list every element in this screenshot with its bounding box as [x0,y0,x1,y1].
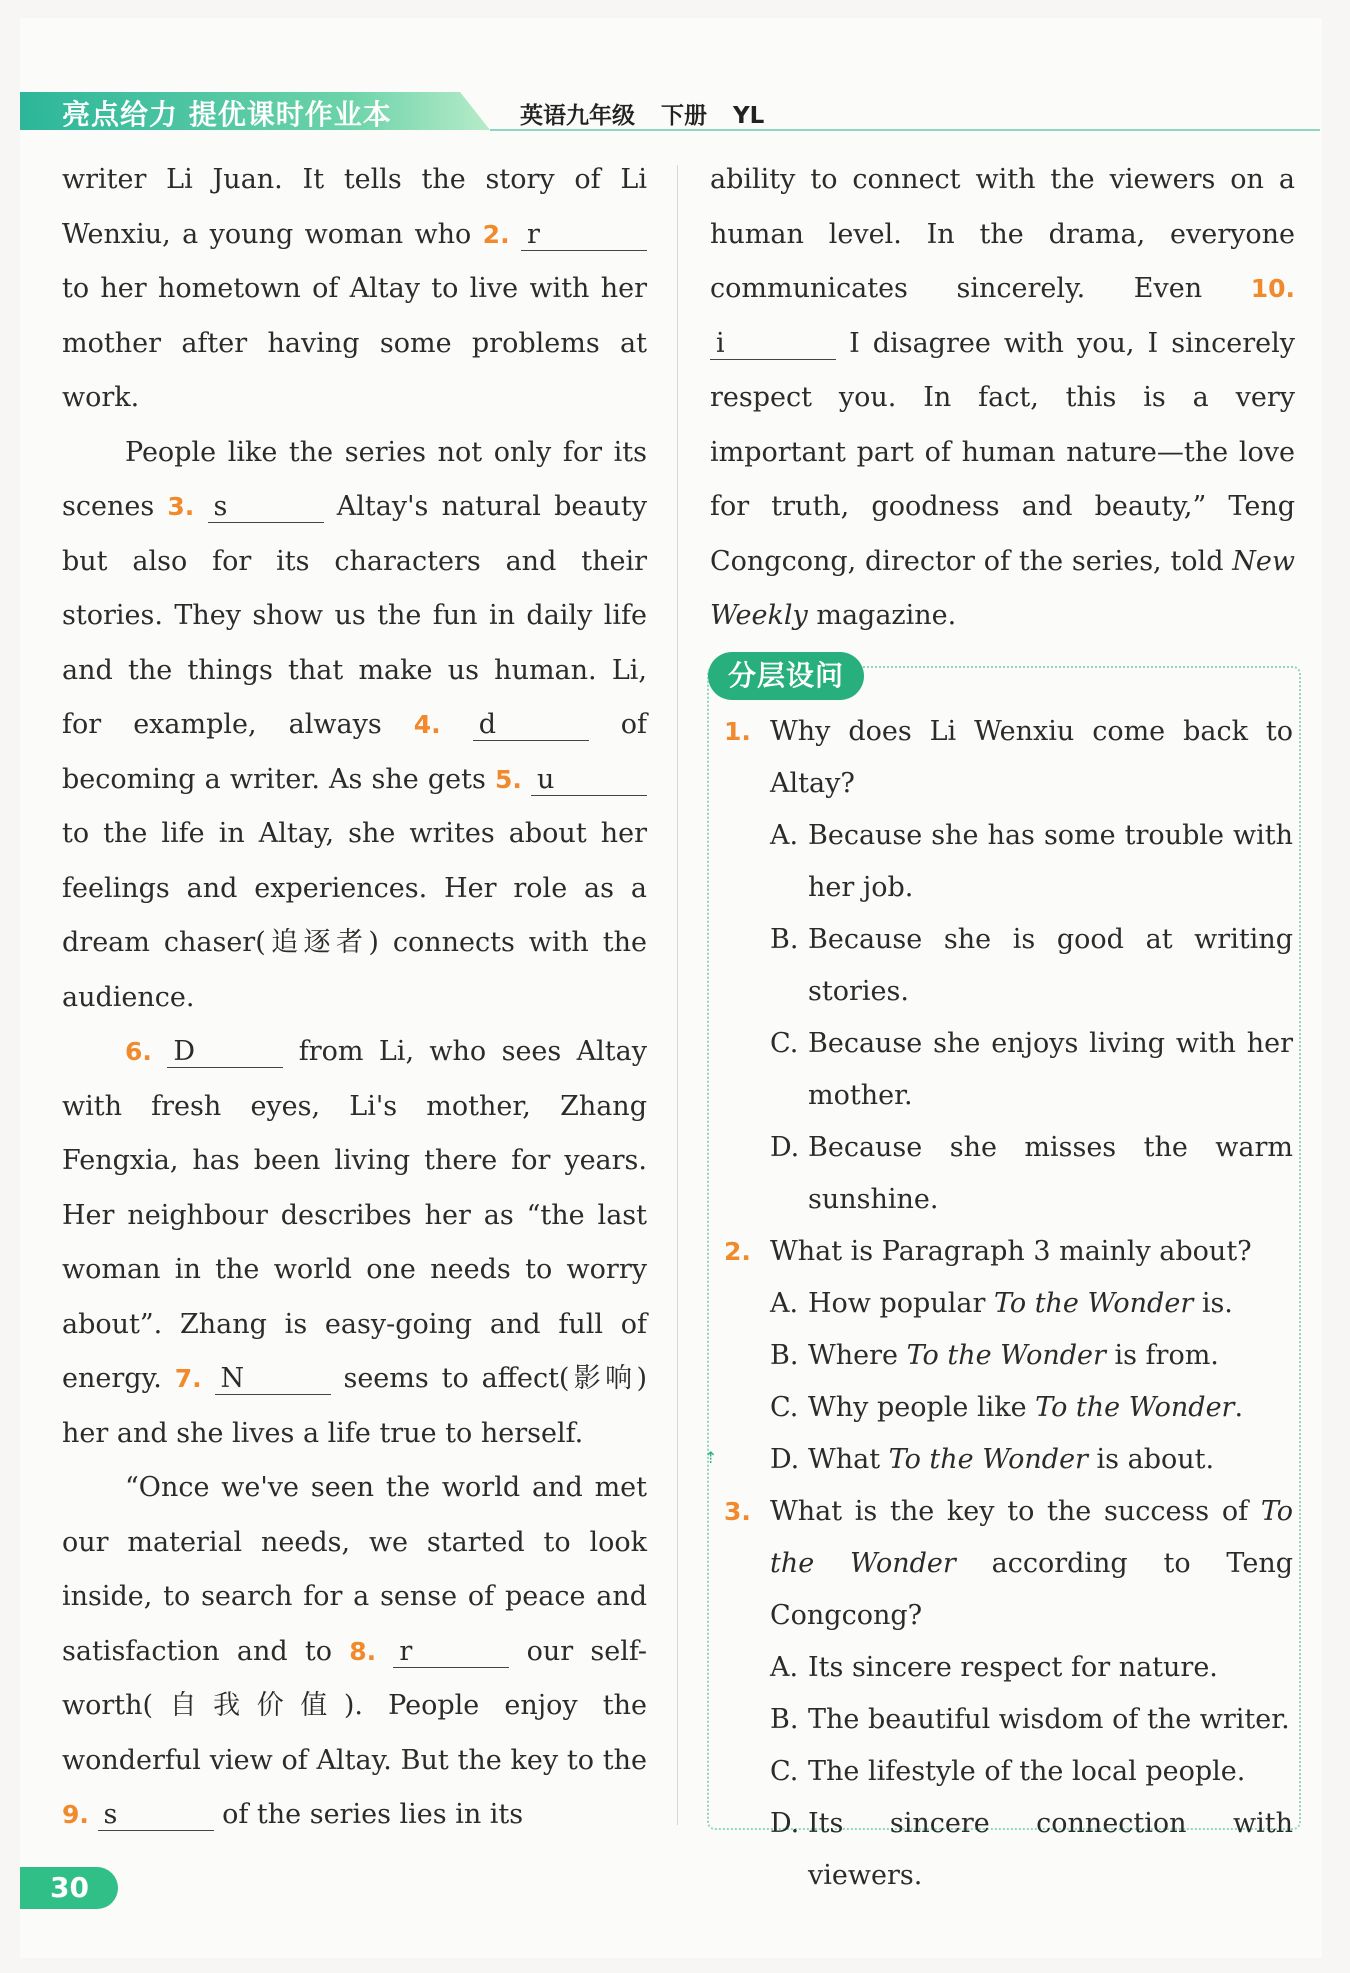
option-3c[interactable] [718,1746,1293,1798]
header-brand-title: 亮点给力 提优课时作业本 [62,98,392,131]
option-text: The beautiful wisdom of the writer. [808,1704,1290,1735]
blank-number: 6. [125,1037,152,1066]
option-title: To the Wonder [993,1288,1194,1319]
option-1b[interactable] [718,914,1293,1018]
option-2b[interactable] [718,1330,1293,1382]
question-stem: What is Paragraph 3 mainly about? [770,1236,1252,1267]
option-letter: A. [770,820,799,851]
option-letter: C. [770,1028,799,1059]
option-1d[interactable] [718,1122,1293,1226]
text-run: magazine. [807,600,957,631]
option-letter: A. [770,1288,799,1319]
text-run: our self-worth(自我价值). People enjoy the wonderful view of Altay. But the key to the [62,1635,647,1776]
passage-paragraph-2 [62,426,647,1026]
option-3b[interactable] [718,1694,1293,1746]
option-text: Its sincere respect for nature. [808,1652,1218,1683]
blank-3[interactable]: s [208,492,324,523]
passage-paragraph-4 [62,1461,647,1843]
option-letter: C. [770,1392,799,1423]
option-text: Why people like [808,1392,1036,1423]
option-letter: B. [770,924,799,955]
option-text: Because she has some trouble with her job. [808,820,1293,903]
option-2a[interactable] [718,1278,1293,1330]
option-title: To the Wonder [906,1340,1106,1371]
option-1a[interactable] [718,810,1293,914]
option-text: is about. [1087,1444,1215,1475]
question-stem: Why does Li Wenxiu come back to Altay? [770,716,1293,799]
blank-10[interactable]: i [710,329,836,360]
option-letter: A. [770,1652,799,1683]
page-number: 30 [20,1867,118,1909]
blank-number: 4. [413,710,441,739]
option-letter: D. [770,1808,800,1839]
option-text: How popular [808,1288,994,1319]
text-run: I disagree with you, I sincerely respect you. In fact, this is a very important part of human nature—the love for truth, goodness and beauty,” Teng Congcong, director of the series, told [710,327,1295,577]
question-3 [718,1486,1293,1642]
option-3a[interactable] [718,1642,1293,1694]
option-letter: D. [770,1132,800,1163]
option-text: Where [808,1340,907,1371]
blank-number: 9. [62,1800,89,1829]
option-text: . [1234,1392,1244,1423]
option-letter: B. [770,1340,799,1371]
header-edition: YL [733,103,765,129]
option-text: Because she is good at writing stories. [808,924,1293,1007]
option-text: is. [1193,1288,1233,1319]
text-run: writer Li Juan. It tells the story of Li Wenxiu, a young woman who [62,164,647,250]
question-number: 2. [724,1237,751,1266]
header-subject-info [520,97,764,130]
option-title: To the Wonder [888,1444,1088,1475]
blank-5[interactable]: u [531,765,647,796]
text-run: to her hometown of Altay to live with her mother after having some problems at work. [62,273,647,413]
option-2c[interactable] [718,1382,1293,1434]
question-2 [718,1226,1293,1278]
blank-4[interactable]: d [473,710,589,741]
blank-number: 3. [167,492,195,521]
blank-8[interactable]: r [393,1637,509,1668]
option-title: To the Wonder [1035,1392,1235,1423]
header-rule [490,129,1320,131]
option-text: Because she enjoys living with her mother. [808,1028,1293,1111]
question-stem: according to Teng Congcong? [770,1548,1293,1631]
header-subject: 英语九年级 [520,103,635,129]
magazine-title: New Weekly [710,545,1295,631]
questions-badge: 分层设问 [708,652,864,700]
question-title: To the Wonder [770,1496,1293,1579]
text-run: “Once we've seen the world and met our material needs, we started to look inside, to search for a sense of peace and satisfaction and to [62,1472,647,1667]
text-run: from Li, who sees Altay with fresh eyes, Li's mother, Zhang Fengxia, has been living there for years. Her neighbour describes her as “the last woman in the world one needs to worry about”. Zhang is easy-going and full of energy. [62,1036,647,1394]
passage-paragraph-3 [62,1025,647,1461]
text-run: ability to connect with the viewers on a human level. In the drama, everyone communicates sincerely. Even [710,164,1295,304]
page-header [20,86,1322,132]
blank-7[interactable]: N [215,1364,331,1395]
blank-number: 5. [494,764,522,794]
question-number: 1. [724,717,751,746]
blank-number: 2. [482,219,510,249]
decorative-marker-icon: ⇡ [704,1448,718,1467]
text-run: of the series lies in its [213,1799,524,1830]
option-letter: D. [770,1444,800,1475]
option-3d[interactable] [718,1798,1293,1902]
option-text: What [808,1444,889,1475]
passage-right-column [710,153,1295,644]
option-letter: B. [770,1704,799,1735]
blank-2[interactable]: r [521,220,647,251]
option-text: The lifestyle of the local people. [808,1756,1246,1787]
text-run: to the life in Altay, she writes about her feelings and experiences. Her role as a dream chaser(追逐者) connects with the audience. [62,818,647,1013]
question-list [718,706,1293,1902]
text-run: People like the series not only for its scenes [62,436,647,522]
passage-paragraph-1 [62,153,647,426]
question-stem: What is the key to the success of [770,1496,1261,1527]
header-volume: 下册 [661,103,708,129]
blank-6[interactable]: D [167,1037,283,1068]
text-run: seems to affect(影响) her and she lives a life true to herself. [62,1363,647,1449]
question-1 [718,706,1293,810]
blank-number: 10. [1250,274,1295,303]
option-letter: C. [770,1756,799,1787]
option-2d[interactable] [718,1434,1293,1486]
text-run: of becoming a writer. As she gets [62,709,647,795]
text-run: Altay's natural beauty but also for its characters and their stories. They show us the fun in daily life and the things that make us human. Li, for example, always [62,491,648,740]
blank-number: 8. [349,1636,377,1666]
option-1c[interactable] [718,1018,1293,1122]
column-divider [677,165,678,1825]
option-text: Its sincere connection with viewers. [808,1808,1293,1891]
passage-paragraph-5 [710,153,1295,644]
blank-number: 7. [174,1364,202,1393]
option-text: is from. [1105,1340,1219,1371]
question-number: 3. [724,1497,751,1526]
passage-left-column [62,153,647,1843]
blank-9[interactable]: s [98,1800,214,1831]
option-text: Because she misses the warm sunshine. [808,1132,1293,1215]
